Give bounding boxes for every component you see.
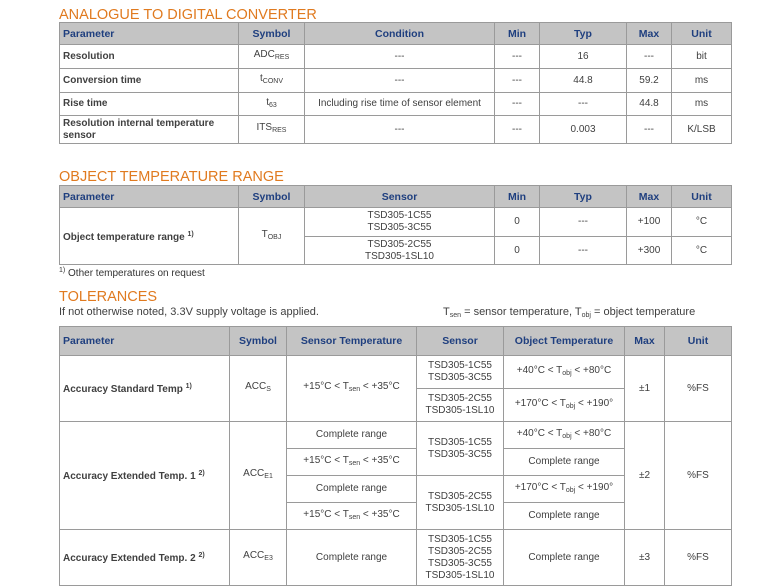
symbol-cell	[239, 93, 305, 116]
tol-ext1-row-1	[60, 422, 732, 449]
symbol-sub: E3	[264, 555, 273, 562]
tol-table	[59, 326, 732, 586]
adc-section-title: ANALOGUE TO DIGITAL CONVERTER	[59, 7, 317, 23]
param-cell: Rise time	[60, 93, 239, 116]
obj-param-cell	[60, 208, 239, 265]
max-cell: ---	[627, 116, 672, 144]
sensor-temp-cell: Complete range	[287, 422, 417, 449]
object-temp-cell	[504, 356, 625, 389]
sensor-cell	[417, 476, 504, 530]
typ-cell: ---	[540, 93, 627, 116]
range-sub: obj	[562, 369, 572, 377]
ext2-symbol-cell	[230, 530, 287, 586]
tol-note: If not otherwise noted, 3.3V supply voltage is applied.	[59, 306, 319, 318]
min-cell: ---	[495, 45, 540, 69]
sensor-name: TSD305-3C55	[367, 222, 432, 233]
symbol-sub: S	[266, 386, 271, 393]
range-part: < +190°	[575, 397, 614, 409]
adc-header-typ: Typ	[540, 23, 627, 45]
symbol-text: ITS	[256, 122, 273, 133]
unit-cell: °C	[672, 237, 732, 265]
adc-row-its-resolution	[60, 116, 732, 144]
object-temp-cell	[504, 476, 625, 503]
adc-header-symbol: Symbol	[239, 23, 305, 45]
tol-header-symbol: Symbol	[230, 327, 287, 356]
ext1-symbol-cell	[230, 422, 287, 530]
symbol-sub: 63	[268, 101, 277, 109]
symbol-cell	[239, 45, 305, 69]
sensor-name: TSD305-3C55	[428, 448, 492, 460]
sensor-name: TSD305-2C55	[428, 393, 492, 404]
object-temp-cell: Complete range	[504, 503, 625, 530]
tol-header-max: Max	[625, 327, 665, 356]
obj-symbol-cell	[239, 208, 305, 265]
legend-sub: obj	[581, 312, 591, 319]
adc-row-rise-time	[60, 93, 732, 116]
legend-part: = object temperature	[590, 306, 696, 318]
range-part: +40°C < T	[516, 427, 563, 439]
obj-footnote	[59, 267, 205, 279]
legend-part: T	[443, 306, 450, 318]
range-part: +40°C < T	[516, 364, 563, 376]
param-sup: 2)	[198, 470, 205, 477]
min-cell: 0	[495, 237, 540, 265]
sensor-cell	[417, 422, 504, 476]
obj-header-symbol: Symbol	[239, 186, 305, 208]
object-temp-cell	[504, 389, 625, 422]
symbol-sub: RES	[274, 54, 290, 61]
range-part: +170°C < T	[514, 397, 566, 409]
obj-header-parameter: Parameter	[60, 186, 239, 208]
adc-row-conversion-time	[60, 69, 732, 93]
adc-row-resolution	[60, 45, 732, 69]
obj-row-1	[60, 208, 732, 237]
symbol-sub: OBJ	[267, 233, 282, 241]
footnote-text: Other temperatures on request	[68, 268, 205, 279]
sensor-cell	[417, 530, 504, 586]
param-cell: Resolution internal temperature sensor	[60, 116, 239, 144]
condition-cell: ---	[305, 69, 495, 93]
tol-header-parameter: Parameter	[60, 327, 230, 356]
unit-cell: ms	[672, 93, 732, 116]
param-sup: 2)	[198, 552, 205, 559]
legend-part: = sensor temperature,	[461, 306, 575, 318]
tol-header-row	[60, 327, 732, 356]
obj-section-title: OBJECT TEMPERATURE RANGE	[59, 169, 284, 185]
range-part: +15°C < T	[303, 454, 349, 466]
tol-section-title: TOLERANCES	[59, 289, 158, 305]
min-cell: ---	[495, 69, 540, 93]
range-part: < +190°	[575, 481, 614, 493]
sensor-name: TSD305-3C55	[428, 557, 492, 569]
footnote-mark: 1)	[59, 267, 66, 274]
sensor-name: TSD305-1C55	[428, 436, 492, 448]
condition-cell: Including rise time of sensor element	[305, 93, 495, 116]
tol-legend	[443, 306, 695, 322]
sensor-temp-cell: Complete range	[287, 530, 417, 586]
unit-cell: ms	[672, 69, 732, 93]
param-text: Accuracy Extended Temp. 1	[63, 471, 196, 482]
typ-cell: 16	[540, 45, 627, 69]
unit-cell: °C	[672, 208, 732, 237]
min-cell: ---	[495, 116, 540, 144]
symbol-text: T	[261, 228, 268, 240]
sensor-temp-cell: Complete range	[287, 476, 417, 503]
obj-header-unit: Unit	[672, 186, 732, 208]
param-cell: Conversion time	[60, 69, 239, 93]
range-sub: obj	[565, 486, 576, 494]
sensor-name: TSD305-1SL10	[425, 405, 495, 416]
legend-sub: sen	[449, 312, 462, 319]
sensor-temp-cell	[287, 503, 417, 530]
typ-cell: ---	[540, 237, 627, 265]
tol-ext2-row	[60, 530, 732, 586]
range-sub: obj	[565, 402, 576, 410]
std-param-cell	[60, 356, 230, 422]
object-temp-cell: Complete range	[504, 530, 625, 586]
tol-header-sensor-temp: Sensor Temperature	[287, 327, 417, 356]
sensor-cell	[417, 389, 504, 422]
adc-header-unit: Unit	[672, 23, 732, 45]
std-sensor-temp-cell	[287, 356, 417, 422]
typ-cell: 44.8	[540, 69, 627, 93]
symbol-text: ACC	[243, 550, 265, 561]
param-sup: 1)	[185, 383, 192, 390]
tol-header-object-temp: Object Temperature	[504, 327, 625, 356]
range-sub: obj	[562, 432, 572, 440]
obj-header-min: Min	[495, 186, 540, 208]
param-cell: Resolution	[60, 45, 239, 69]
obj-header-typ: Typ	[540, 186, 627, 208]
adc-header-max: Max	[627, 23, 672, 45]
sensor-name: TSD305-1C55	[428, 360, 492, 371]
min-cell: 0	[495, 208, 540, 237]
range-sub: sen	[348, 459, 361, 467]
unit-cell: %FS	[665, 530, 732, 586]
sensor-name: TSD305-1C55	[367, 210, 432, 221]
tol-header-unit: Unit	[665, 327, 732, 356]
ext2-param-cell	[60, 530, 230, 586]
symbol-text: ACC	[243, 468, 265, 479]
symbol-sub: E1	[264, 473, 273, 480]
sensor-name: TSD305-1SL10	[425, 502, 495, 514]
symbol-text: ADC	[253, 49, 275, 60]
sensor-temp-cell	[287, 449, 417, 476]
unit-cell: bit	[672, 45, 732, 69]
sensor-name: TSD305-1SL10	[425, 569, 495, 581]
symbol-cell	[239, 69, 305, 93]
obj-param-sup: 1)	[187, 230, 194, 238]
unit-cell: %FS	[665, 356, 732, 422]
symbol-sub: CONV	[262, 78, 283, 85]
max-cell: ±2	[625, 422, 665, 530]
symbol-text: ACC	[245, 381, 267, 392]
condition-cell: ---	[305, 45, 495, 69]
object-temp-cell	[504, 422, 625, 449]
adc-table	[59, 22, 732, 144]
adc-header-condition: Condition	[305, 23, 495, 45]
max-cell: 59.2	[627, 69, 672, 93]
typ-cell: ---	[540, 208, 627, 237]
adc-header-parameter: Parameter	[60, 23, 239, 45]
unit-cell: K/LSB	[672, 116, 732, 144]
range-sub: sen	[348, 386, 361, 393]
std-symbol-cell	[230, 356, 287, 422]
sensor-name: TSD305-1SL10	[365, 250, 434, 262]
symbol-text: t	[259, 73, 263, 84]
ext1-param-cell	[60, 422, 230, 530]
symbol-cell	[239, 116, 305, 144]
max-cell: ---	[627, 45, 672, 69]
max-cell: +300	[627, 237, 672, 265]
range-sub: sen	[348, 513, 361, 521]
sensor-name: TSD305-1C55	[428, 533, 492, 545]
tol-header-sensor: Sensor	[417, 327, 504, 356]
max-cell: +100	[627, 208, 672, 237]
adc-header-min: Min	[495, 23, 540, 45]
sensor-cell	[417, 356, 504, 389]
range-part: +15°C < T	[303, 508, 349, 520]
object-temp-cell: Complete range	[504, 449, 625, 476]
sensor-name: TSD305-2C55	[367, 238, 432, 250]
range-part: < +35°C	[360, 381, 400, 392]
tol-std-row-1	[60, 356, 732, 389]
max-cell: ±1	[625, 356, 665, 422]
legend-part: T	[574, 306, 582, 318]
symbol-sub: RES	[272, 127, 287, 134]
obj-header-sensor: Sensor	[305, 186, 495, 208]
adc-header-row	[60, 23, 732, 45]
obj-param-text: Object temperature range	[63, 231, 185, 243]
range-part: < +35°C	[360, 508, 400, 520]
sensor-name: TSD305-2C55	[428, 490, 492, 502]
param-text: Accuracy Standard Temp	[63, 384, 183, 395]
range-part: +15°C < T	[303, 381, 349, 392]
obj-header-row	[60, 186, 732, 208]
sensor-cell	[305, 237, 495, 265]
range-part: < +80°C	[571, 427, 612, 439]
range-part: < +35°C	[360, 454, 400, 466]
condition-cell: ---	[305, 116, 495, 144]
max-cell: ±3	[625, 530, 665, 586]
max-cell: 44.8	[627, 93, 672, 116]
sensor-name: TSD305-3C55	[428, 372, 492, 383]
sensor-cell	[305, 208, 495, 237]
range-part: < +80°C	[571, 364, 612, 376]
typ-cell: 0.003	[540, 116, 627, 144]
obj-header-max: Max	[627, 186, 672, 208]
unit-cell: %FS	[665, 422, 732, 530]
symbol-text: t	[266, 96, 269, 108]
min-cell: ---	[495, 93, 540, 116]
param-text: Accuracy Extended Temp. 2	[63, 553, 196, 564]
sensor-name: TSD305-2C55	[428, 545, 492, 557]
range-part: +170°C < T	[514, 481, 566, 493]
obj-table	[59, 185, 732, 265]
